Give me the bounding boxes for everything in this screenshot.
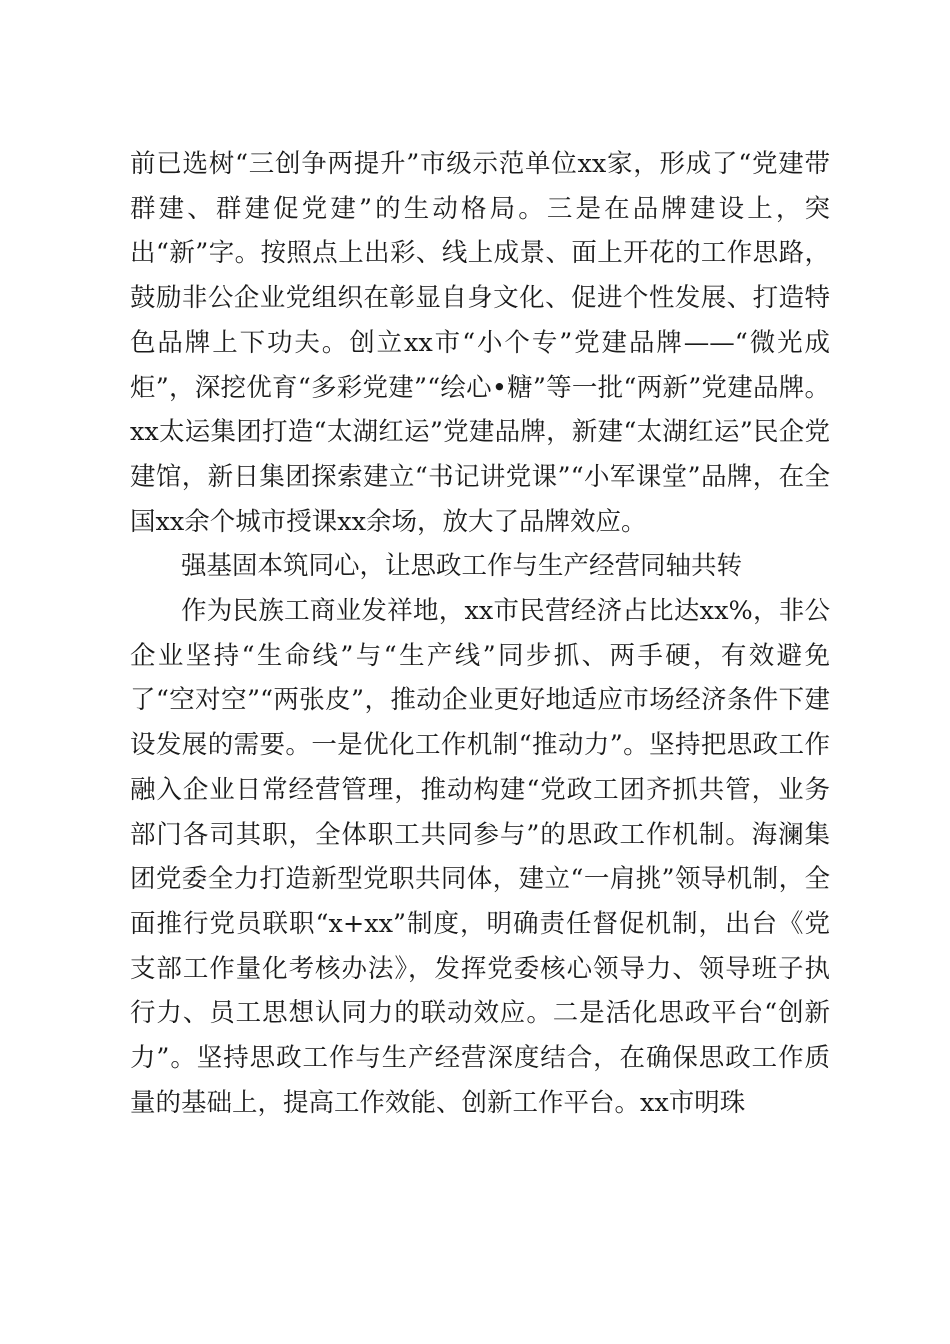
paragraph-body: 作为民族工商业发祥地，xx市民营经济占比达xx%，非公企业坚持“生命线”与“生产线”同步抓、两手硬，有效避免了“空对空”“两张皮”，推动企业更好地适应市场经济条件下建设发展的需要。一是优化工作机制“推动力”。坚持把思政工作融入企业日常经营管理，推动构建“党政工团齐抓共管，业务部门各司其职，全体职工共同参与”的思政工作机制。海澜集团党委全力打造新型党职共同体，建立“一肩挑”领导机制，全面推行党员联职“x+xx”制度，明确责任督促机制，出台《党支部工作量化考核办法》，发挥党委核心领导力、领导班子执行力、员工思想认同力的联动效应。二是活化思政平台“创新力”。坚持思政工作与生产经营深度结合，在确保思政工作质量的基础上，提高工作效能、创新工作平台。xx市明珠: [130, 596, 830, 1118]
section-heading: 强基固本筑同心，让思政工作与生产经营同轴共转: [181, 551, 743, 582]
document-body: [130, 142, 830, 1125]
paragraph-continuation: 前已选树“三创争两提升”市级示范单位xx家，形成了“党建带群建、群建促党建”的生动格局。三是在品牌建设上，突出“新”字。按照点上出彩、线上成景、面上开花的工作思路，鼓励非公企业党组织在彰显自身文化、促进个性发展、打造特色品牌上下功夫。创立xx市“小个专”党建品牌——“微光成炬”，深挖优育“多彩党建”“绘心•糖”等一批“两新”党建品牌。xx太运集团打造“太湖红运”党建品牌，新建“太湖红运”民企党建馆，新日集团探索建立“书记讲党课”“小军课堂”品牌，在全国xx余个城市授课xx余场，放大了品牌效应。: [130, 149, 830, 537]
